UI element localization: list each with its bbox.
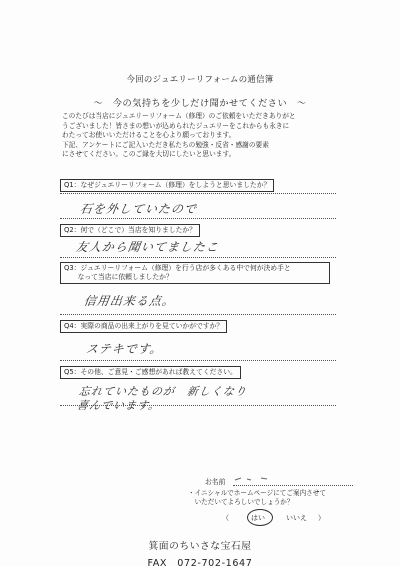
answer-line — [60, 405, 336, 406]
intro-line: 下記、アンケートにご記入いただき私たちの勉強・反省・感謝の要素 — [62, 140, 269, 149]
question-2-label: Q2：何で（どこで）当店を知りましたか？ — [60, 224, 200, 237]
name-field-line — [233, 485, 353, 486]
question-3-label: Q3：ジュエリーリフォーム（修理）を行う店が多くある中で何が決め手と なって当店に依頼しましたか？ — [60, 262, 330, 284]
intro-text — [62, 112, 352, 160]
yes-option[interactable]: はい — [251, 514, 265, 522]
document-title: 今回のジュエリーリフォームの通信簿 — [126, 74, 274, 84]
no-option[interactable]: いいえ — [286, 514, 307, 522]
intro-line: うございました！皆さまの想いが込められたジュエリーをこれからも永きに — [62, 121, 290, 130]
paren-close: ） — [318, 514, 325, 522]
document-subtitle: ～ 今の気持ちを少しだけ聞かせてください ～ — [93, 98, 307, 109]
paren-open: （ — [222, 514, 229, 522]
question-2-answer: 友人から聞いてましたこ — [74, 240, 220, 254]
question-5-label: Q5：その他、ご意見・ご感想があれば教えてください。 — [60, 366, 241, 379]
question-1-label: Q1：なぜジュエリーリフォーム（修理）をしようと思いましたか？ — [60, 179, 274, 192]
name-label: お名前 — [205, 478, 226, 486]
intro-line: わたってお使いいただけることを心より願っております。 — [62, 131, 236, 140]
question-1-underline — [60, 193, 336, 194]
intro-line: このたびは当店にジュエリーリフォーム（修理）のご依頼をいただきありがと — [62, 112, 296, 120]
consent-question: ・イニシャルでホームページにてご案内させて いただいてよろしいでしょうか？ — [188, 489, 326, 506]
answer-line — [60, 257, 336, 258]
answer-line — [60, 360, 336, 361]
name-scribble — [233, 474, 273, 482]
shop-name: 箕面のちいさな宝石屋 — [148, 541, 252, 552]
question-4-label: Q4：実際の商品の出来上がりを見ていかがですか？ — [60, 320, 227, 333]
intro-line: にさせてください。このご縁を大切にしたいと思います。 — [62, 150, 236, 159]
question-3-answer: 信用出来る点。 — [82, 294, 176, 308]
question-4-answer: ステキです。 — [84, 342, 164, 356]
fax-number: FAX 072-702-1647 — [147, 558, 253, 569]
question-1-answer: 石を外していたので — [78, 202, 198, 216]
answer-line — [60, 314, 336, 315]
answer-line — [60, 218, 336, 219]
question-5-answer: 忘れていたものが 新しくなり 喜んでいます。 — [76, 385, 248, 412]
